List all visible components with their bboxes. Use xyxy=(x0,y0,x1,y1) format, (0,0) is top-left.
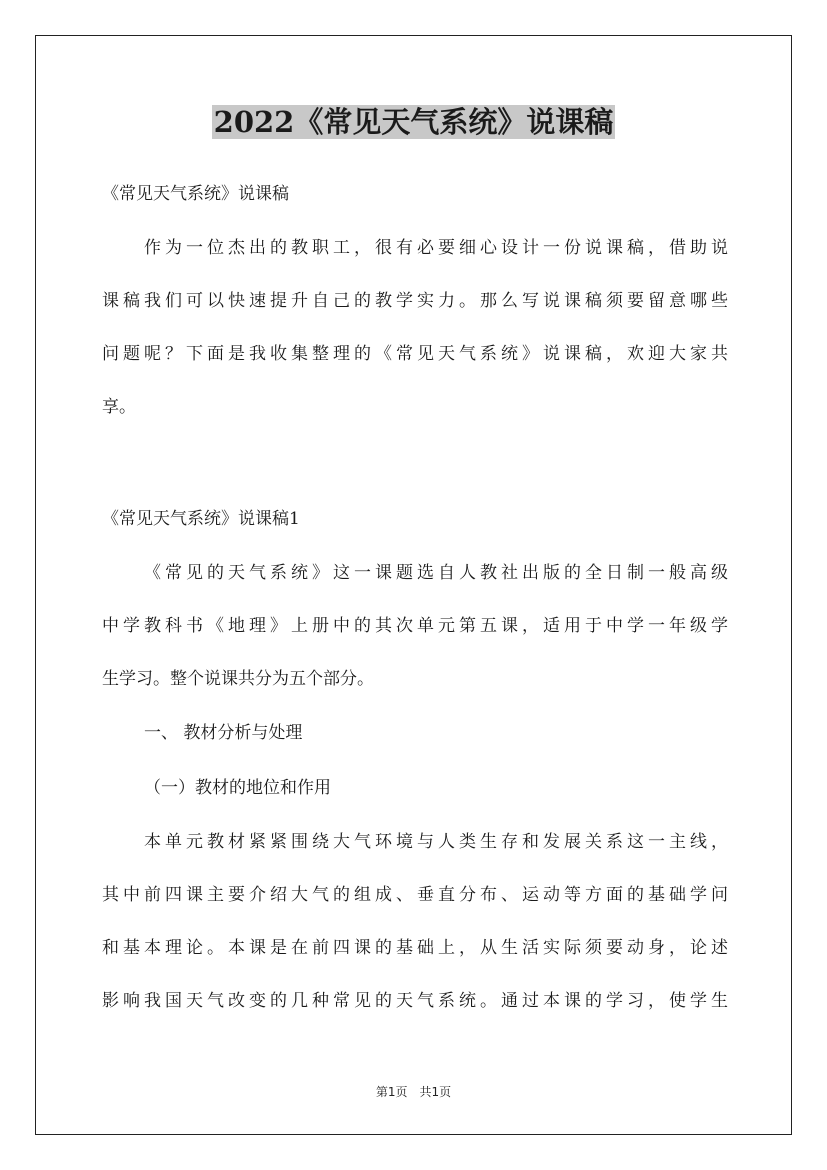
body-paragraph xyxy=(102,830,728,1042)
paragraph-line: 问题呢？下面是我收集整理的《常见天气系统》说课稿，欢迎大家共 xyxy=(102,344,728,364)
part-heading: 一、 教材分析与处理 xyxy=(144,723,303,743)
page-number-footer: 第1页 共1页 xyxy=(375,1085,452,1099)
sub-heading: （一）教材的地位和作用 xyxy=(144,778,331,798)
paragraph-line: 影响我国天气改变的几种常见的天气系统。通过本课的学习，使学生 xyxy=(102,991,728,1011)
section-paragraph xyxy=(102,561,728,720)
document-subtitle: 《常见天气系统》说课稿 xyxy=(102,184,289,204)
document-title: 2022《常见天气系统》说课稿 xyxy=(213,105,614,139)
paragraph-line: 生学习。整个说课共分为五个部分。 xyxy=(102,669,374,689)
paragraph-line: 享。 xyxy=(102,397,136,417)
paragraph-line: 《常见的天气系统》这一课题选自人教社出版的全日制一般高级 xyxy=(144,563,728,583)
paragraph-line: 其中前四课主要介绍大气的组成、垂直分布、运动等方面的基础学问 xyxy=(102,885,728,905)
section-heading: 《常见天气系统》说课稿1 xyxy=(102,509,300,529)
intro-paragraph xyxy=(102,236,728,448)
paragraph-line: 课稿我们可以快速提升自己的教学实力。那么写说课稿须要留意哪些 xyxy=(102,291,728,311)
paragraph-line: 本单元教材紧紧围绕大气环境与人类生存和发展关系这一主线， xyxy=(144,832,728,852)
paragraph-line: 和基本理论。本课是在前四课的基础上，从生活实际须要动身，论述 xyxy=(102,938,728,958)
paragraph-line: 中学教科书《地理》上册中的其次单元第五课，适用于中学一年级学 xyxy=(102,616,728,636)
paragraph-line: 作为一位杰出的教职工，很有必要细心设计一份说课稿，借助说 xyxy=(144,238,728,258)
